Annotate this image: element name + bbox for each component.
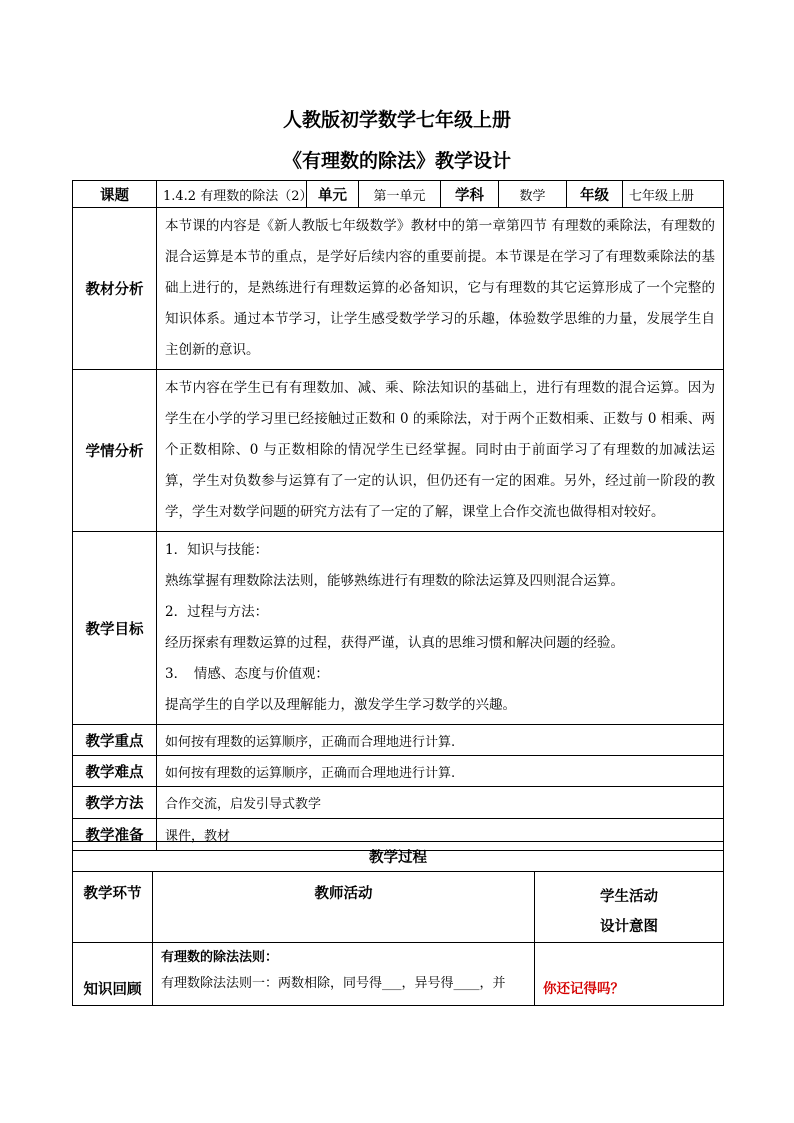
teacher-header: 教师活动 <box>153 872 535 943</box>
method-label: 教学方法 <box>73 787 157 819</box>
stage-header: 教学环节 <box>73 872 153 943</box>
document-title: 人教版初学数学七年级上册 <box>282 109 511 131</box>
goal-line: 1．知识与技能： <box>165 542 269 558</box>
students-text: 本节内容在学生已有有理数加、减、乘、除法知识的基础上，进行有理数的混合运算。因为学生在小学的学习里已经接触过正数和 0 的乘除法，对于两个正数相乘、正数与 0 相乘、两个正数相除、0 与正数相除的情况学生已经掌握。同时由于前面学习了有理数的加减法运算，学生对负数参与运算有了一定的认识，但仍还有一定的困难。另外，经过前一阶段的教学，学生对数学问题的研究方法有了一定的了解，课堂上合作交流也做得相对较好。 <box>157 370 724 532</box>
goals-row <box>73 532 724 725</box>
method-text: 合作交流，启发引导式教学 <box>157 787 724 819</box>
review-prompt: 你还记得吗？ <box>543 981 624 997</box>
goal-line: 熟练掌握有理数除法法则，能够熟练进行有理数的除法运算及四则混合运算。 <box>165 573 624 589</box>
goal-line: 经历探索有理数运算的过程，获得严谨，认真的思维习惯和解决问题的经验。 <box>165 635 624 651</box>
goal-line: 2．过程与方法： <box>165 604 269 620</box>
students-label: 学情分析 <box>73 370 157 532</box>
process-title-row <box>73 842 724 872</box>
document-subtitle: 《有理数的除法》教学设计 <box>282 150 511 172</box>
process-header-row <box>73 872 724 943</box>
preparation-label: 教学准备 <box>73 819 157 851</box>
material-text: 本节课的内容是《新人教版七年级数学》教材中的第一章第四节 有理数的乘除法，有理数的混合运算是本节的重点，是学好后续内容的重要前提。本节课是在学习了有理数乘除法的基础上进行的，是熟练进行有理数运算的必备知识，它与有理数的其它运算形成了一个完整的知识体系。通过本节学习，让学生感受数学学习的乐趣，体验数学思维的力量，发展学生自主创新的意识。 <box>157 208 724 370</box>
difficulty-label: 教学难点 <box>73 756 157 787</box>
topic-value: 1.4.2 有理数的除法（2） <box>157 181 307 208</box>
design-intent-header: 设计意图 <box>600 919 659 935</box>
student-activity-header: 学生活动 <box>600 889 659 905</box>
material-label: 教材分析 <box>73 208 157 370</box>
student-cell <box>535 943 724 1006</box>
process-title: 教学过程 <box>73 842 724 872</box>
rule-title: 有理数的除法法则： <box>161 950 279 965</box>
process-row <box>73 943 724 1006</box>
key-point-label: 教学重点 <box>73 725 157 756</box>
students-row <box>73 370 724 532</box>
unit-label: 单元 <box>307 181 359 208</box>
goal-line: 3． 情感、态度与价值观： <box>165 666 329 682</box>
info-row <box>73 181 724 208</box>
rule-text: 有理数除法法则一：两数相除，同号得___，异号得____，并 <box>161 976 506 991</box>
difficulty-text: 如何按有理数的运算顺序，正确而合理地进行计算. <box>157 756 724 787</box>
subject-label: 学科 <box>441 181 499 208</box>
preparation-text: 课件，教材 <box>157 819 724 851</box>
teaching-process-table <box>72 841 724 1006</box>
student-header <box>535 872 724 943</box>
grade-label: 年级 <box>567 181 623 208</box>
unit-value: 第一单元 <box>359 181 441 208</box>
key-point-row <box>73 725 724 756</box>
key-point-text: 如何按有理数的运算顺序，正确而合理地进行计算. <box>157 725 724 756</box>
goal-line: 提高学生的自学以及理解能力，激发学生学习数学的兴趣。 <box>165 697 516 713</box>
stage-cell: 知识回顾 <box>73 943 153 1006</box>
difficulty-row <box>73 756 724 787</box>
teacher-cell <box>153 943 535 1006</box>
topic-label: 课题 <box>73 181 157 208</box>
goals-label: 教学目标 <box>73 532 157 725</box>
material-row <box>73 208 724 370</box>
subject-value: 数学 <box>499 181 567 208</box>
grade-value: 七年级上册 <box>623 181 724 208</box>
goals-cell <box>157 532 724 725</box>
lesson-info-table <box>72 180 724 851</box>
method-row <box>73 787 724 819</box>
